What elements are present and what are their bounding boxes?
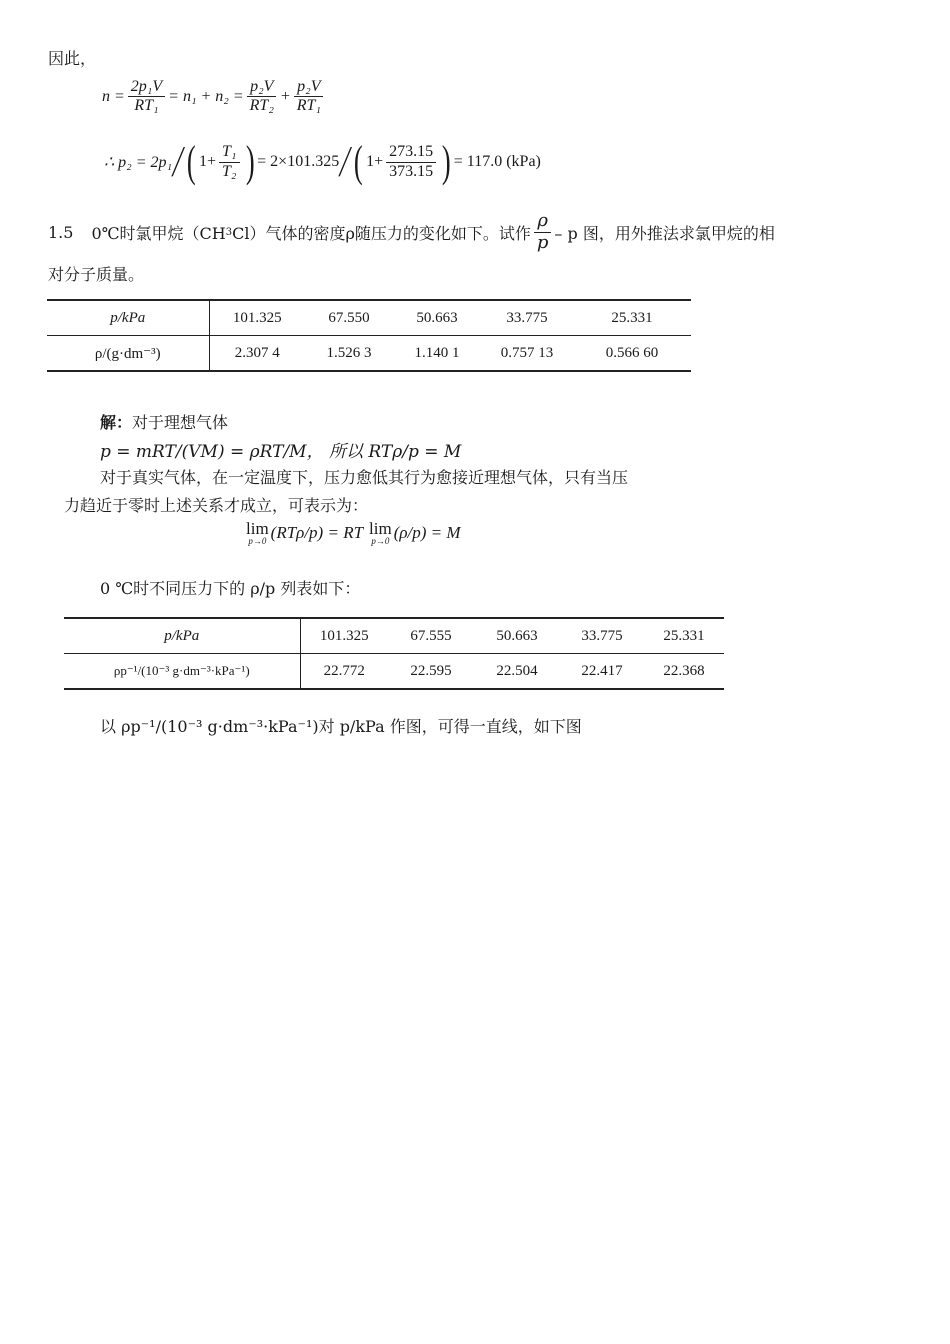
table-cell: 2.307 4 xyxy=(209,336,305,372)
table-cell: 0.566 60 xyxy=(573,336,691,372)
table-cell: 50.663 xyxy=(393,300,481,336)
table-row xyxy=(64,618,724,654)
intro-text: 因此， xyxy=(48,49,97,68)
table-cell: 1.526 3 xyxy=(305,336,393,372)
eq2-result: = 117.0 (kPa) xyxy=(453,153,541,170)
table-cell: 22.504 xyxy=(474,654,560,690)
solution-paragraph-2: 力趋近于零时上述关系才成立，可表示为： xyxy=(64,496,369,515)
limit-expression-2: (ρ/p) = M xyxy=(393,523,461,542)
table-cell: 0.757 13 xyxy=(481,336,573,372)
problem-statement xyxy=(48,211,775,253)
limit-equation xyxy=(246,520,461,546)
problem-text-a: 0℃时氯甲烷（CH xyxy=(91,223,226,243)
solution-heading-text: 对于理想气体 xyxy=(132,413,229,432)
limit-operator-1: lim p→0 xyxy=(246,519,269,546)
problem-fraction: $\frac{\rho}{p}$ xyxy=(534,211,552,253)
solution-label: 解： xyxy=(100,413,133,432)
density-table xyxy=(47,299,691,372)
limit-operator-2: lim p→0 xyxy=(369,519,392,546)
eq1-frac-3: $\frac{\text{p₂V}}{\text{RT₁}}$ xyxy=(294,78,324,116)
solution-heading xyxy=(100,410,228,433)
equation-moles: n = $\frac{\text{2p₁V}}{\text{RT₁}}$ = n₁ + n₂ = $\frac{\text{p₂V}}{\text{RT₂}}$ + $\frac{\text{p₂V}}{\text{RT₁}}$ xyxy=(102,78,327,116)
eq1-frac-1: $\frac{\text{2p₁V}}{\text{RT₁}}$ xyxy=(128,78,165,116)
problem-text-c: – p 图，用外推法求氯甲烷的相 xyxy=(554,223,775,243)
table-cell: 33.775 xyxy=(560,618,644,654)
table-row xyxy=(64,654,724,690)
table-intro: 0 ℃时不同压力下的 ρ/p 列表如下： xyxy=(100,579,361,598)
eq1-plus: + xyxy=(279,87,291,105)
table-cell: 25.331 xyxy=(573,300,691,336)
table-cell: 22.417 xyxy=(560,654,644,690)
table-row xyxy=(47,300,691,336)
eq1-mid: = n₁ + n₂ = xyxy=(168,87,244,105)
table-cell: 25.331 xyxy=(644,618,724,654)
problem-text-b: Cl）气体的密度ρ随压力的变化如下。试作 xyxy=(232,223,531,243)
eq2-one: 1+ xyxy=(199,153,217,170)
ideal-gas-equation: p = mRT/(VM) = ρRT/M， 所以 RTρ/p = M xyxy=(100,442,462,462)
table-header-density: ρ/(g·dm⁻³) xyxy=(47,336,209,372)
eq1-n: n xyxy=(102,87,110,105)
eq2-frac-temp: $\frac{273.15}{373.15}$ xyxy=(386,143,436,181)
problem-sub: 3 xyxy=(225,226,233,238)
problem-line-2: 对分子质量。 xyxy=(48,265,145,284)
table-header-ratio: ρp⁻¹/(10⁻³ g·dm⁻³·kPa⁻¹) xyxy=(64,654,300,690)
table-header-pressure: p/kPa xyxy=(64,618,300,654)
eq2-frac-t: $\frac{\text{T₁}}{\text{T₂}}$ xyxy=(219,143,239,181)
table-cell: 50.663 xyxy=(474,618,560,654)
eq2-one-2: 1+ xyxy=(366,153,384,170)
eq2-lhs: ∴ p₂ = 2p₁ xyxy=(104,154,173,171)
table-cell: 1.140 1 xyxy=(393,336,481,372)
table-cell: 22.595 xyxy=(388,654,474,690)
conclusion-text: 以 ρp⁻¹/(10⁻³ g·dm⁻³·kPa⁻¹)对 p/kPa 作图，可得一直线，如下图 xyxy=(100,717,582,736)
table-cell: 67.550 xyxy=(305,300,393,336)
eq1-frac-2: $\frac{\text{p₂V}}{\text{RT₂}}$ xyxy=(247,78,277,116)
limit-expression-1: (RTρ/p) = RT xyxy=(270,523,364,542)
table-cell: 101.325 xyxy=(209,300,305,336)
equation-pressure: ∴ p₂ = 2p₁ / ( 1+ $\frac{\text{T₁}}{\text{T₂}}$ ) = 2×101.325 / ( 1+ $\frac{273.15}{373.15}$ ) = 117.0 (kPa) xyxy=(104,137,541,186)
density-ratio-table xyxy=(64,617,724,690)
table-header-pressure: p/kPa xyxy=(47,300,209,336)
eq2-mid: = 2×101.325 xyxy=(257,153,340,170)
table-cell: 101.325 xyxy=(300,618,388,654)
table-cell: 33.775 xyxy=(481,300,573,336)
table-cell: 22.772 xyxy=(300,654,388,690)
solution-paragraph-1: 对于真实气体，在一定温度下，压力愈低其行为愈接近理想气体，只有当压 xyxy=(100,468,629,487)
problem-number: 1.5 xyxy=(48,222,74,242)
table-cell: 67.555 xyxy=(388,618,474,654)
table-cell: 22.368 xyxy=(644,654,724,690)
table-row xyxy=(47,336,691,372)
